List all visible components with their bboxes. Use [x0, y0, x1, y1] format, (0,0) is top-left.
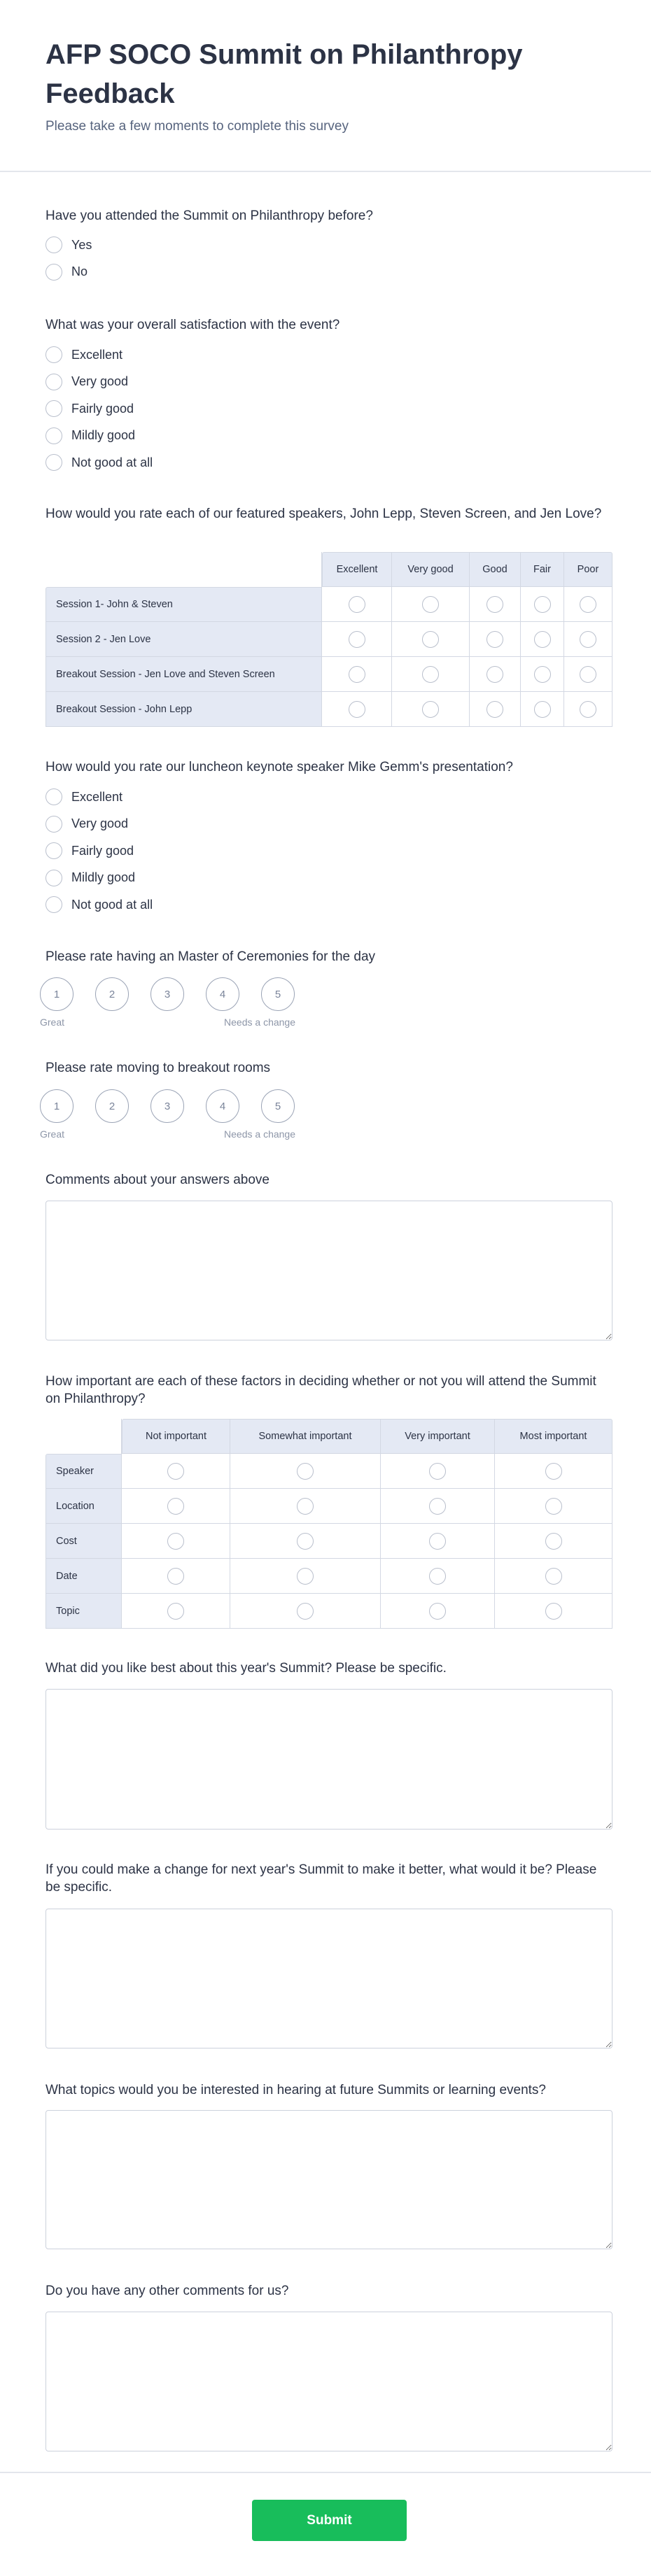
matrix-cell[interactable] [392, 622, 470, 657]
radio-button[interactable] [297, 1568, 314, 1585]
matrix-cell[interactable] [564, 622, 612, 657]
radio-button[interactable] [429, 1568, 446, 1585]
radio-button[interactable] [429, 1463, 446, 1480]
radio-button[interactable] [46, 264, 62, 281]
liked-best-textarea[interactable] [46, 1689, 612, 1830]
radio-option[interactable] [46, 891, 396, 919]
matrix-row [46, 1454, 612, 1489]
matrix-header-row [46, 1419, 612, 1454]
radio-button[interactable] [46, 454, 62, 471]
matrix-cell[interactable] [470, 657, 521, 692]
matrix-cell[interactable] [322, 692, 392, 727]
matrix-cell[interactable] [392, 692, 470, 727]
matrix-cell[interactable] [122, 1489, 230, 1524]
radio-option[interactable] [46, 395, 396, 423]
matrix-row [46, 1489, 612, 1524]
radio-option[interactable] [46, 449, 396, 476]
radio-button[interactable] [486, 666, 503, 683]
matrix-row-label: Breakout Session - Jen Love and Steven Screen [46, 657, 322, 692]
radio-option-label: Fairly good [71, 843, 134, 858]
importance-factors-matrix [46, 1419, 612, 1629]
matrix-column-header: Somewhat important [230, 1419, 381, 1454]
matrix-cell[interactable] [122, 1594, 230, 1629]
radio-button[interactable] [429, 1603, 446, 1620]
question-liked-best: What did you like best about this year's Summit? Please be specific. [46, 1661, 447, 1676]
question-breakout-rooms: Please rate moving to breakout rooms [46, 1061, 271, 1075]
radio-option[interactable] [46, 423, 396, 450]
radio-option-label: Mildly good [71, 870, 136, 885]
footer-divider [0, 2472, 651, 2473]
matrix-cell[interactable] [392, 587, 470, 622]
question-other-comments: Do you have any other comments for us? [46, 2284, 289, 2298]
radio-button[interactable] [46, 427, 62, 444]
radio-button[interactable] [422, 666, 439, 683]
matrix-cell[interactable] [381, 1524, 495, 1559]
matrix-row-label: Breakout Session - John Lepp [46, 692, 322, 727]
matrix-cell[interactable] [521, 587, 564, 622]
scale-option-4[interactable]: 4 [206, 977, 239, 1011]
radio-button[interactable] [167, 1533, 184, 1550]
matrix-row [46, 622, 612, 657]
radio-option[interactable] [46, 837, 396, 865]
matrix-corner [46, 552, 322, 587]
matrix-header-row [46, 552, 612, 587]
matrix-cell[interactable] [122, 1454, 230, 1489]
radio-button[interactable] [46, 816, 62, 833]
matrix-cell[interactable] [230, 1594, 381, 1629]
radio-button[interactable] [46, 842, 62, 859]
radio-option-label: No [71, 264, 88, 279]
scale-max-label: Needs a change [224, 1017, 295, 1028]
radio-button[interactable] [580, 701, 596, 718]
radio-option-label: Very good [71, 816, 129, 831]
radio-button[interactable] [534, 596, 551, 613]
comments-above-textarea[interactable] [46, 1201, 612, 1340]
matrix-cell[interactable] [564, 692, 612, 727]
keynote-rating-options [46, 784, 396, 919]
radio-button[interactable] [429, 1498, 446, 1515]
radio-button[interactable] [46, 870, 62, 886]
radio-button[interactable] [167, 1463, 184, 1480]
radio-button[interactable] [46, 236, 62, 253]
matrix-row-label: Cost [46, 1524, 122, 1559]
matrix-cell[interactable] [495, 1559, 612, 1594]
matrix-column-header: Very good [392, 552, 470, 587]
radio-button[interactable] [580, 666, 596, 683]
matrix-cell[interactable] [122, 1524, 230, 1559]
matrix-cell[interactable] [230, 1454, 381, 1489]
radio-option[interactable] [46, 811, 396, 838]
matrix-column-header: Excellent [322, 552, 392, 587]
radio-option-label: Fairly good [71, 401, 134, 416]
matrix-row-label: Session 2 - Jen Love [46, 622, 322, 657]
scale-option-2[interactable]: 2 [95, 1089, 129, 1123]
radio-option-label: Not good at all [71, 897, 153, 912]
matrix-row [46, 587, 612, 622]
matrix-cell[interactable] [392, 657, 470, 692]
radio-button[interactable] [297, 1603, 314, 1620]
radio-option[interactable] [46, 369, 396, 396]
matrix-cell[interactable] [495, 1489, 612, 1524]
scale-option-1[interactable]: 1 [40, 1089, 74, 1123]
radio-button[interactable] [46, 374, 62, 390]
scale-option-1[interactable]: 1 [40, 977, 74, 1011]
matrix-cell[interactable] [470, 622, 521, 657]
radio-button[interactable] [46, 346, 62, 363]
matrix-row [46, 692, 612, 727]
radio-button[interactable] [534, 701, 551, 718]
matrix-row-label: Location [46, 1489, 122, 1524]
radio-button[interactable] [486, 596, 503, 613]
radio-button[interactable] [422, 596, 439, 613]
scale-option-3[interactable]: 3 [150, 977, 184, 1011]
radio-button[interactable] [167, 1603, 184, 1620]
radio-button[interactable] [297, 1463, 314, 1480]
matrix-row [46, 657, 612, 692]
matrix-cell[interactable] [230, 1524, 381, 1559]
scale-option-3[interactable]: 3 [150, 1089, 184, 1123]
radio-button[interactable] [580, 631, 596, 648]
radio-button[interactable] [349, 596, 365, 613]
matrix-column-header: Fair [521, 552, 564, 587]
radio-button[interactable] [534, 666, 551, 683]
radio-button[interactable] [46, 400, 62, 417]
question-change-next-year: If you could make a change for next year's Summit to make it better, what would it be? Please be specific. [46, 1862, 597, 1895]
question-attended-before: Have you attended the Summit on Philanthropy before? [46, 208, 373, 223]
radio-button[interactable] [297, 1498, 314, 1515]
other-comments-textarea[interactable] [46, 2312, 612, 2451]
radio-option-label: Yes [71, 237, 92, 252]
matrix-cell[interactable] [521, 622, 564, 657]
matrix-cell[interactable] [521, 657, 564, 692]
radio-option[interactable] [46, 232, 396, 259]
radio-button[interactable] [545, 1463, 562, 1480]
matrix-corner [46, 1419, 122, 1454]
radio-button[interactable] [349, 701, 365, 718]
overall-satisfaction-options [46, 341, 396, 476]
matrix-cell[interactable] [322, 622, 392, 657]
radio-button[interactable] [167, 1498, 184, 1515]
matrix-cell[interactable] [381, 1454, 495, 1489]
matrix-cell[interactable] [564, 587, 612, 622]
breakout-rating-scale [40, 1089, 306, 1145]
scale-option-5[interactable]: 5 [261, 1089, 295, 1123]
question-importance-factors: How important are each of these factors in deciding whether or not you will attend the Summit on Philanthropy? [46, 1374, 596, 1406]
radio-option[interactable] [46, 259, 396, 286]
matrix-row-label: Session 1- John & Steven [46, 587, 322, 622]
matrix-cell[interactable] [381, 1559, 495, 1594]
radio-button[interactable] [349, 666, 365, 683]
speakers-rating-matrix [46, 552, 612, 727]
matrix-column-header: Good [470, 552, 521, 587]
radio-button[interactable] [46, 788, 62, 805]
scale-option-4[interactable]: 4 [206, 1089, 239, 1123]
matrix-cell[interactable] [230, 1489, 381, 1524]
question-master-of-ceremonies: Please rate having an Master of Ceremonies for the day [46, 949, 376, 964]
attended-before-options [46, 232, 396, 285]
radio-button[interactable] [545, 1498, 562, 1515]
matrix-column-header: Most important [495, 1419, 612, 1454]
matrix-cell[interactable] [122, 1559, 230, 1594]
matrix-cell[interactable] [322, 657, 392, 692]
matrix-row [46, 1559, 612, 1594]
radio-button[interactable] [545, 1568, 562, 1585]
question-future-topics: What topics would you be interested in hearing at future Summits or learning events? [46, 2083, 546, 2097]
matrix-column-header: Poor [564, 552, 612, 587]
radio-button[interactable] [429, 1533, 446, 1550]
radio-button[interactable] [349, 631, 365, 648]
matrix-cell[interactable] [521, 692, 564, 727]
matrix-cell[interactable] [495, 1454, 612, 1489]
question-rate-speakers: How would you rate each of our featured speakers, John Lepp, Steven Screen, and Jen Love? [46, 507, 602, 521]
header-divider [0, 171, 651, 172]
radio-option-label: Very good [71, 374, 129, 389]
matrix-cell[interactable] [322, 587, 392, 622]
radio-option[interactable] [46, 865, 396, 892]
question-comments-above: Comments about your answers above [46, 1173, 270, 1187]
matrix-cell[interactable] [381, 1489, 495, 1524]
matrix-cell[interactable] [495, 1594, 612, 1629]
matrix-row [46, 1594, 612, 1629]
radio-button[interactable] [580, 596, 596, 613]
radio-button[interactable] [297, 1533, 314, 1550]
radio-option-label: Excellent [71, 347, 123, 362]
radio-option[interactable] [46, 784, 396, 811]
radio-button[interactable] [422, 701, 439, 718]
scale-option-5[interactable]: 5 [261, 977, 295, 1011]
radio-option-label: Not good at all [71, 455, 153, 469]
radio-option-label: Mildly good [71, 428, 136, 443]
question-overall-satisfaction: What was your overall satisfaction with the event? [46, 318, 340, 332]
matrix-cell[interactable] [381, 1594, 495, 1629]
form-subtitle: Please take a few moments to complete this survey [46, 119, 349, 134]
matrix-row [46, 1524, 612, 1559]
radio-button[interactable] [422, 631, 439, 648]
future-topics-textarea[interactable] [46, 2110, 612, 2249]
radio-button[interactable] [46, 896, 62, 913]
submit-button[interactable]: Submit [252, 2500, 407, 2541]
matrix-row-label: Date [46, 1559, 122, 1594]
scale-min-label: Great [40, 1017, 65, 1028]
question-keynote-rating: How would you rate our luncheon keynote speaker Mike Gemm's presentation? [46, 760, 513, 774]
matrix-row-label: Speaker [46, 1454, 122, 1489]
radio-button[interactable] [167, 1568, 184, 1585]
matrix-cell[interactable] [230, 1559, 381, 1594]
matrix-cell[interactable] [470, 587, 521, 622]
form-title: AFP SOCO Summit on Philanthropy Feedback [46, 39, 523, 109]
radio-button[interactable] [534, 631, 551, 648]
matrix-cell[interactable] [470, 692, 521, 727]
radio-button[interactable] [545, 1533, 562, 1550]
radio-option-label: Excellent [71, 789, 123, 804]
scale-min-label: Great [40, 1128, 65, 1140]
matrix-column-header: Not important [122, 1419, 230, 1454]
scale-max-label: Needs a change [224, 1128, 295, 1140]
radio-button[interactable] [486, 631, 503, 648]
matrix-cell[interactable] [564, 657, 612, 692]
change-next-year-textarea[interactable] [46, 1909, 612, 2048]
matrix-column-header: Very important [381, 1419, 495, 1454]
matrix-cell[interactable] [495, 1524, 612, 1559]
matrix-row-label: Topic [46, 1594, 122, 1629]
radio-button[interactable] [545, 1603, 562, 1620]
scale-option-2[interactable]: 2 [95, 977, 129, 1011]
radio-option[interactable] [46, 341, 396, 369]
radio-button[interactable] [486, 701, 503, 718]
mc-rating-scale [40, 977, 306, 1033]
